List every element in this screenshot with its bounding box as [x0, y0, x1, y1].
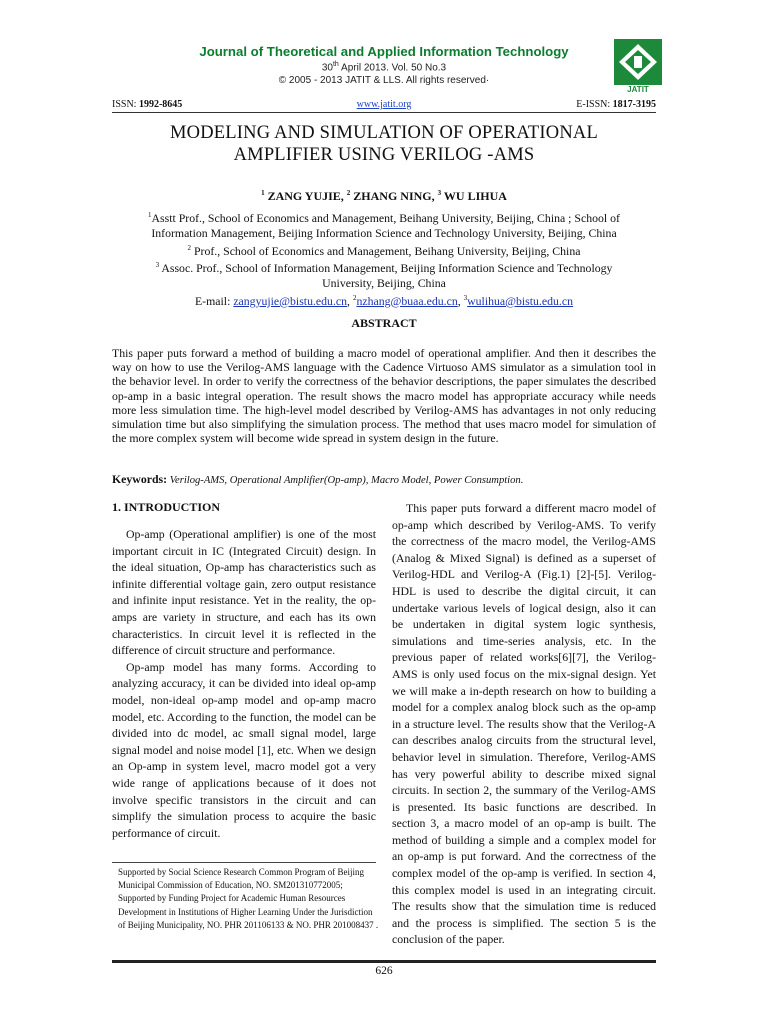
section-heading-introduction: 1. INTRODUCTION — [112, 500, 221, 514]
abstract-text: This paper puts forward a method of building a macro model of operational amplifier. And then it describes the way on how to use the Verilog-AMS language with the Cadence Virtuoso AMS simulator as a simulation tool in the behavior level. In order to verify the correctness of the behavior descriptions, the paper simulates the described op-amp in a basic integral operation. The result shows the macro model has appropriate accuracy while needs more less simulation time. The high-level model described by Verilog-AMS has advantages in not only reducing simulation time but also simplifying the simulation process. The method that uses macro model for simulation of the more complex system will become wide spread in system design in the future. — [112, 346, 656, 446]
footnote-rule — [112, 862, 376, 863]
page-number: 626 — [375, 965, 393, 977]
email-link-2[interactable]: nzhang@buaa.edu.cn — [356, 293, 458, 308]
affiliations: $^1$Asstt Prof., School of Economics and Management, Beihang University, Beijing, China ; School of Information Management, Beijing Information Science and Technology University, Beijing, China $^2$ Prof., School of Economics and Management, Beihang University, Beijing, China $^3$ Assoc. Prof., School of Information Management, Beijing Information Science and Technology University, Beijing, China E-mail: zangyujie@bistu.edu.cn, $^2$nzhang@buaa.edu.cn, $^3$wulihua@bistu.edu.cn — [112, 208, 656, 308]
funding-footnote: Supported by Social Science Research Common Program of Beijing Municipal Commission of Education, NO. SM201310772005; Supported by Funding Project for Academic Human Resources Development in Institutions of Higher Learning Under the Jurisdiction of Beijing Municipality, NO. PHR 201106133 & NO. PHR 201008437 . — [118, 867, 379, 930]
paper-title: MODELING AND SIMULATION OF OPERATIONAL AMPLIFIER USING VERILOG -AMS — [170, 123, 598, 165]
copyright-line: © 2005 - 2013 JATIT & LLS. All rights reserved· — [278, 75, 490, 86]
intro-right-column — [392, 500, 656, 948]
authors: $^1$ ZANG YUJIE, $^2$ ZHANG NING, $^3$ WU LIHUA — [261, 189, 507, 203]
issue-line: 30th April 2013. Vol. 50 No.3 — [321, 61, 447, 74]
intro-paragraph-3: This paper puts forward a different macro model of op-amp which described by Verilog-AMS. To verify the correctness of the macro model, the Verilog-AMS (Analog & Mixed Signal) is defined as a superset of Verilog-HDL and Verilog-A (Fig.1) [2]-[5]. Verilog-HDL is used to describe the digital circuit, it can undertake various levels of logical design, also it can be undertaken in digital system logic synthesis, simulations and time-series analysis, etc. In the previous paper of related works[6][7], the Verilog-AMS is only used focus on the mix-signal design. Yet we will make a in-depth research on how to building a model for a complex analog block such as the op-amp in a structure level. The results show that the Verilog-A can describes analog circuits from the structural level, behavior level in simulation. Therefore, Verilog-AMS has very powerful ability to describe mixed signal circuits. In section 2, the summary of the Verilog-AMS is presented. Its basic functions are described. In section 3, a macro model of an op-amp is built. The method of building a simple and a complex model for an op-amp is put forward. And the correctness of the complex model of the op-amp is verified. In section 4, this complex model is used in an integrating circuit. The results show that the simulation time is reduced and the process is simplified. The section 5 is the conclusion of the paper. — [392, 501, 656, 947]
intro-paragraph-2: Op-amp model has many forms. According to analyzing accuracy, it can be divided into ideal op-amp model, non-ideal op-amp model and op-amp macro model, etc. According to the function, the model can be divided into dc model, ac small signal model, large signal model and noise model [1], etc. When we design an Op-amp in system level, macro model got a very wide range of applications because of it does not involve specific transistors in the circuit and can simplify the simulation process to acquire the basic performance of circuit. — [112, 659, 376, 840]
email-link-1[interactable]: zangyujie@bistu.edu.cn — [233, 293, 348, 308]
intro-left-column — [112, 526, 376, 841]
logo-text: JATIT — [627, 85, 649, 94]
email-link-3[interactable]: wulihua@bistu.edu.cn — [467, 293, 574, 308]
keywords: Keywords: Verilog-AMS, Operational Amplifier(Op-amp), Macro Model, Power Consumption. — [112, 472, 524, 486]
abstract-heading: ABSTRACT — [351, 316, 417, 330]
footer-rule — [112, 960, 656, 963]
email-line: E-mail: zangyujie@bistu.edu.cn, $^2$nzhang@buaa.edu.cn, $^3$wulihua@bistu.edu.cn — [194, 293, 574, 308]
intro-paragraph-1: Op-amp (Operational amplifier) is one of the most important circuit in IC (Integrated Circuit) design. In the ideal situation, Op-amp has characteristics such as infinite differential voltage gain, zero output resistance and infinite input resistance. Yet in the reality, the op-amps are variety in structure, and each has its own characteristics. In circuit level it is reflected in the difference of circuit structure and performance. — [112, 527, 376, 658]
header-rule — [112, 112, 656, 113]
jatit-logo — [613, 38, 663, 94]
journal-title: Journal of Theoretical and Applied Information Technology — [199, 44, 569, 59]
website-link[interactable]: www.jatit.org — [356, 99, 412, 110]
